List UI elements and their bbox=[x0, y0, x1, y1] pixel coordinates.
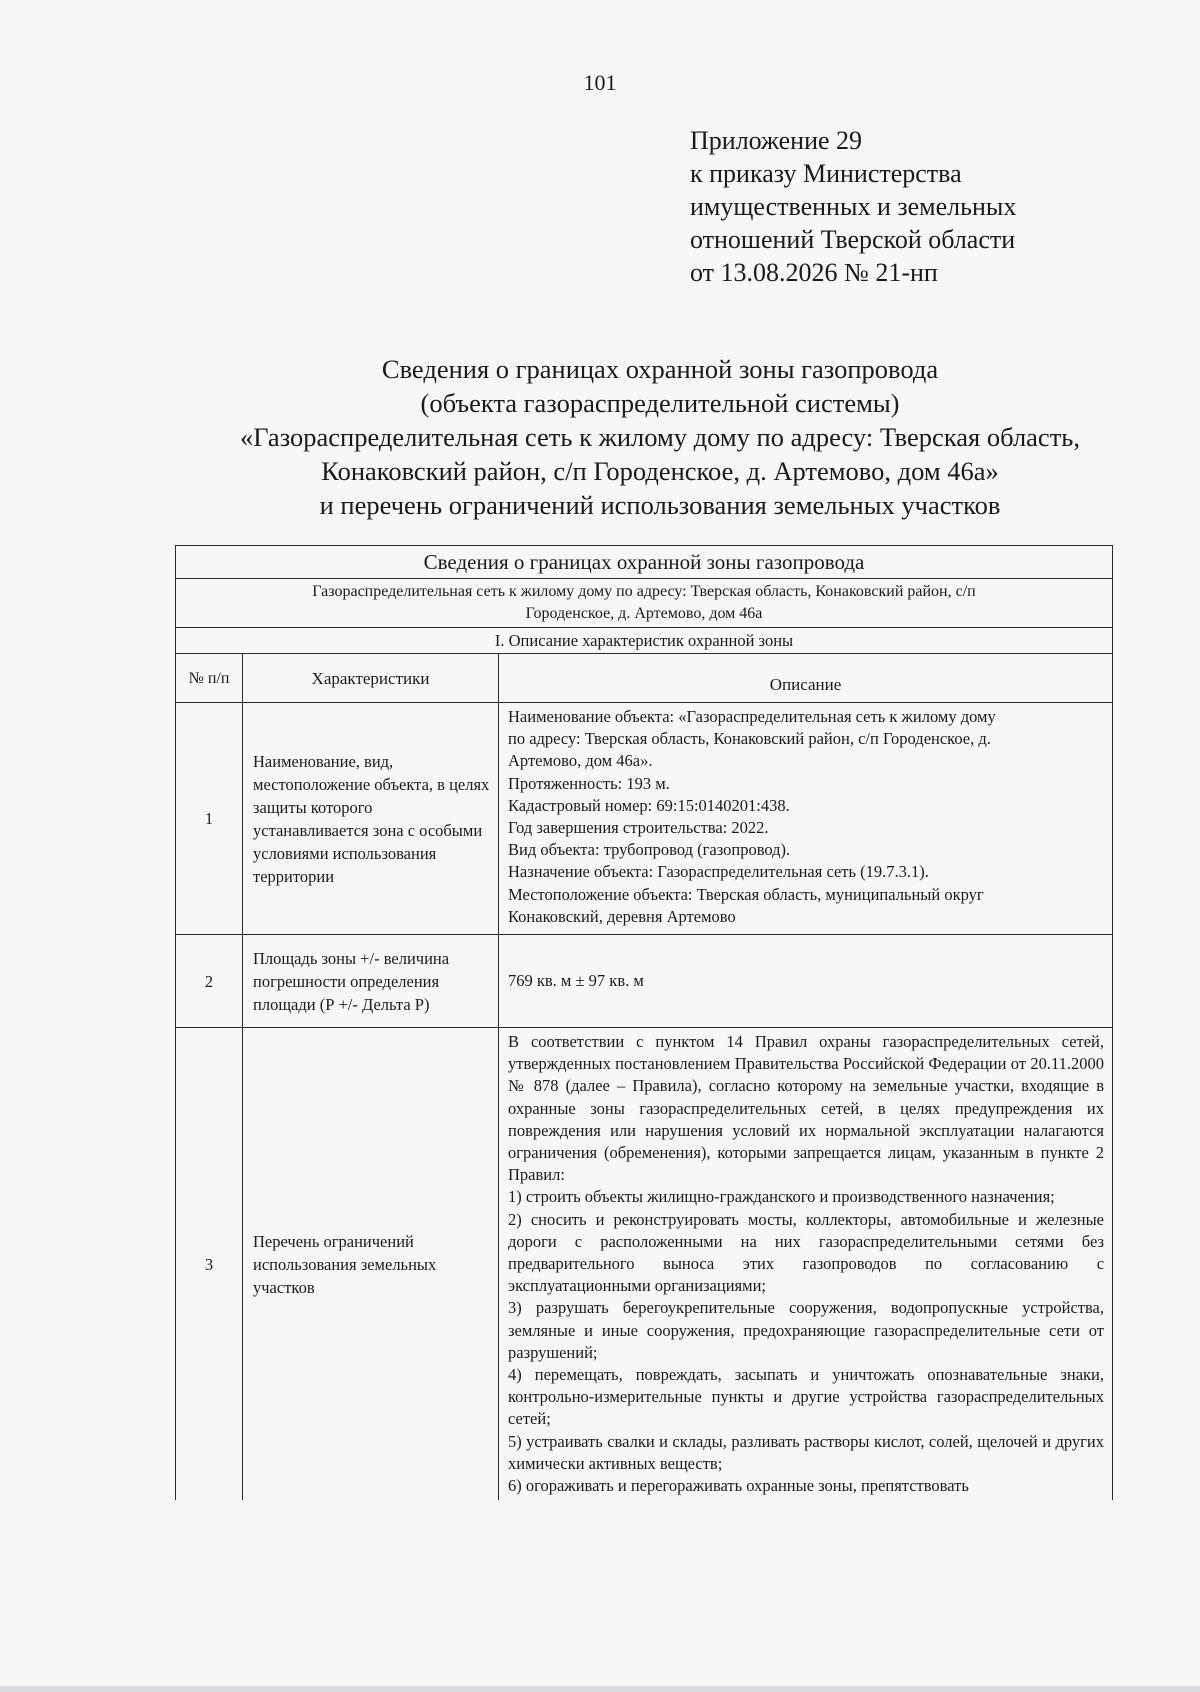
heading-line: Сведения о границах охранной зоны газопровода bbox=[381, 354, 939, 384]
appendix-line: отношений Тверской области bbox=[690, 225, 1016, 254]
heading-line: Конаковский район, с/п Городенское, д. Артемово, дом 46а» bbox=[321, 456, 999, 486]
header-description: Описание bbox=[499, 654, 1113, 703]
heading-line: «Газораспределительная сеть к жилому дому по адресу: Тверская область, bbox=[240, 422, 1080, 452]
table-row bbox=[176, 703, 1113, 935]
description-line: Наименование объекта: «Газораспределительная сеть к жилому дому bbox=[508, 707, 996, 726]
row-description bbox=[499, 703, 1113, 935]
protection-zone-table bbox=[175, 545, 1113, 1500]
appendix-line: имущественных и земельных bbox=[690, 192, 1017, 221]
description-paragraph: 4) перемещать, повреждать, засыпать и уничтожать опознавательные знаки, контрольно-измерительные пункты и другие устройства газораспределительных сетей; bbox=[508, 1365, 1105, 1429]
description-paragraph: 2) сносить и реконструировать мосты, коллекторы, автомобильные и железные дороги с расположенными на них газораспределительными сетями без предварительного выноса этих газопроводов по согласованию с эксплуатационными организациями; bbox=[508, 1209, 1105, 1296]
row-description: 769 кв. м ± 97 кв. м bbox=[499, 935, 1113, 1028]
description-line: Год завершения строительства: 2022. bbox=[508, 818, 769, 838]
row-characteristic: Площадь зоны +/- величина погрешности определения площади (Р +/- Дельта Р) bbox=[243, 935, 499, 1028]
description-line: Местоположение объекта: Тверская область, муниципальный округ bbox=[508, 884, 984, 904]
description-paragraph: 6) огораживать и перегораживать охранные зоны, препятствовать bbox=[508, 1476, 969, 1496]
table-row bbox=[176, 1028, 1113, 1501]
description-line: по адресу: Тверская область, Конаковский район, с/п Городенское, д. bbox=[508, 729, 991, 749]
appendix-block bbox=[690, 124, 1016, 289]
row-characteristic: Наименование, вид, местоположение объекта, в целях защиты которого устанавливается зона с особыми условиями использования территории bbox=[243, 703, 499, 935]
appendix-line: Приложение 29 bbox=[690, 126, 863, 155]
heading-line: (объекта газораспределительной системы) bbox=[420, 388, 900, 418]
table-title: Сведения о границах охранной зоны газопровода bbox=[176, 546, 1113, 579]
table-row bbox=[176, 935, 1113, 1028]
description-line: Конаковский, деревня Артемово bbox=[508, 906, 736, 926]
page-number: 101 bbox=[583, 70, 617, 95]
description-paragraph: В соответствии с пунктом 14 Правил охраны газораспределительных сетей, утвержденных постановлением Правительства Российской Федерации от 20.11.2000 № 878 (далее – Правила), согласно которому на земельные участки, входящие в охранные зоны газораспределительных сетей, в целях предупреждения их повреждения или нарушения условий их нормальной эксплуатации налагаются ограничения (обременения), которыми запрещается лицам, указанным в пункте 2 Правил: bbox=[508, 1032, 1105, 1185]
header-characteristics: Характеристики bbox=[243, 654, 499, 703]
appendix-line: к приказу Министерства bbox=[690, 159, 962, 188]
description-paragraph: 1) строить объекты жилищно-гражданского и производственного назначения; bbox=[508, 1187, 1055, 1207]
document-heading bbox=[150, 352, 1170, 522]
description-line: Вид объекта: трубопровод (газопровод). bbox=[508, 840, 791, 860]
table-subtitle bbox=[176, 579, 1113, 628]
table-subtitle-line: Городенское, д. Артемово, дом 46а bbox=[525, 605, 763, 622]
row-description bbox=[499, 1028, 1113, 1501]
row-number: 1 bbox=[176, 703, 243, 935]
appendix-line: от 13.08.2026 № 21-нп bbox=[690, 258, 938, 287]
description-paragraph: 5) устраивать свалки и склады, разливать растворы кислот, солей, щелочей и других химически активных веществ; bbox=[508, 1431, 1105, 1473]
row-characteristic: Перечень ограничений использования земельных участков bbox=[243, 1028, 499, 1501]
row-number: 3 bbox=[176, 1028, 243, 1501]
description-paragraph: 3) разрушать берегоукрепительные сооружения, водопропускные устройства, земляные и иные сооружения, предохраняющие газораспределительные сети от разрушений; bbox=[508, 1298, 1105, 1362]
description-line: Артемово, дом 46а». bbox=[508, 751, 653, 771]
row-number: 2 bbox=[176, 935, 243, 1028]
heading-line: и перечень ограничений использования земельных участков bbox=[319, 490, 1001, 520]
description-line: Назначение объекта: Газораспределительная сеть (19.7.3.1). bbox=[508, 862, 929, 882]
scan-edge bbox=[0, 1686, 1200, 1692]
description-line: Кадастровый номер: 69:15:0140201:438. bbox=[508, 795, 790, 815]
header-num: № п/п bbox=[176, 654, 243, 703]
description-line: Протяженность: 193 м. bbox=[508, 773, 670, 793]
table-subtitle-line: Газораспределительная сеть к жилому дому по адресу: Тверская область, Конаковский район, с/п bbox=[312, 583, 976, 600]
table-section-title: I. Описание характеристик охранной зоны bbox=[176, 628, 1113, 654]
